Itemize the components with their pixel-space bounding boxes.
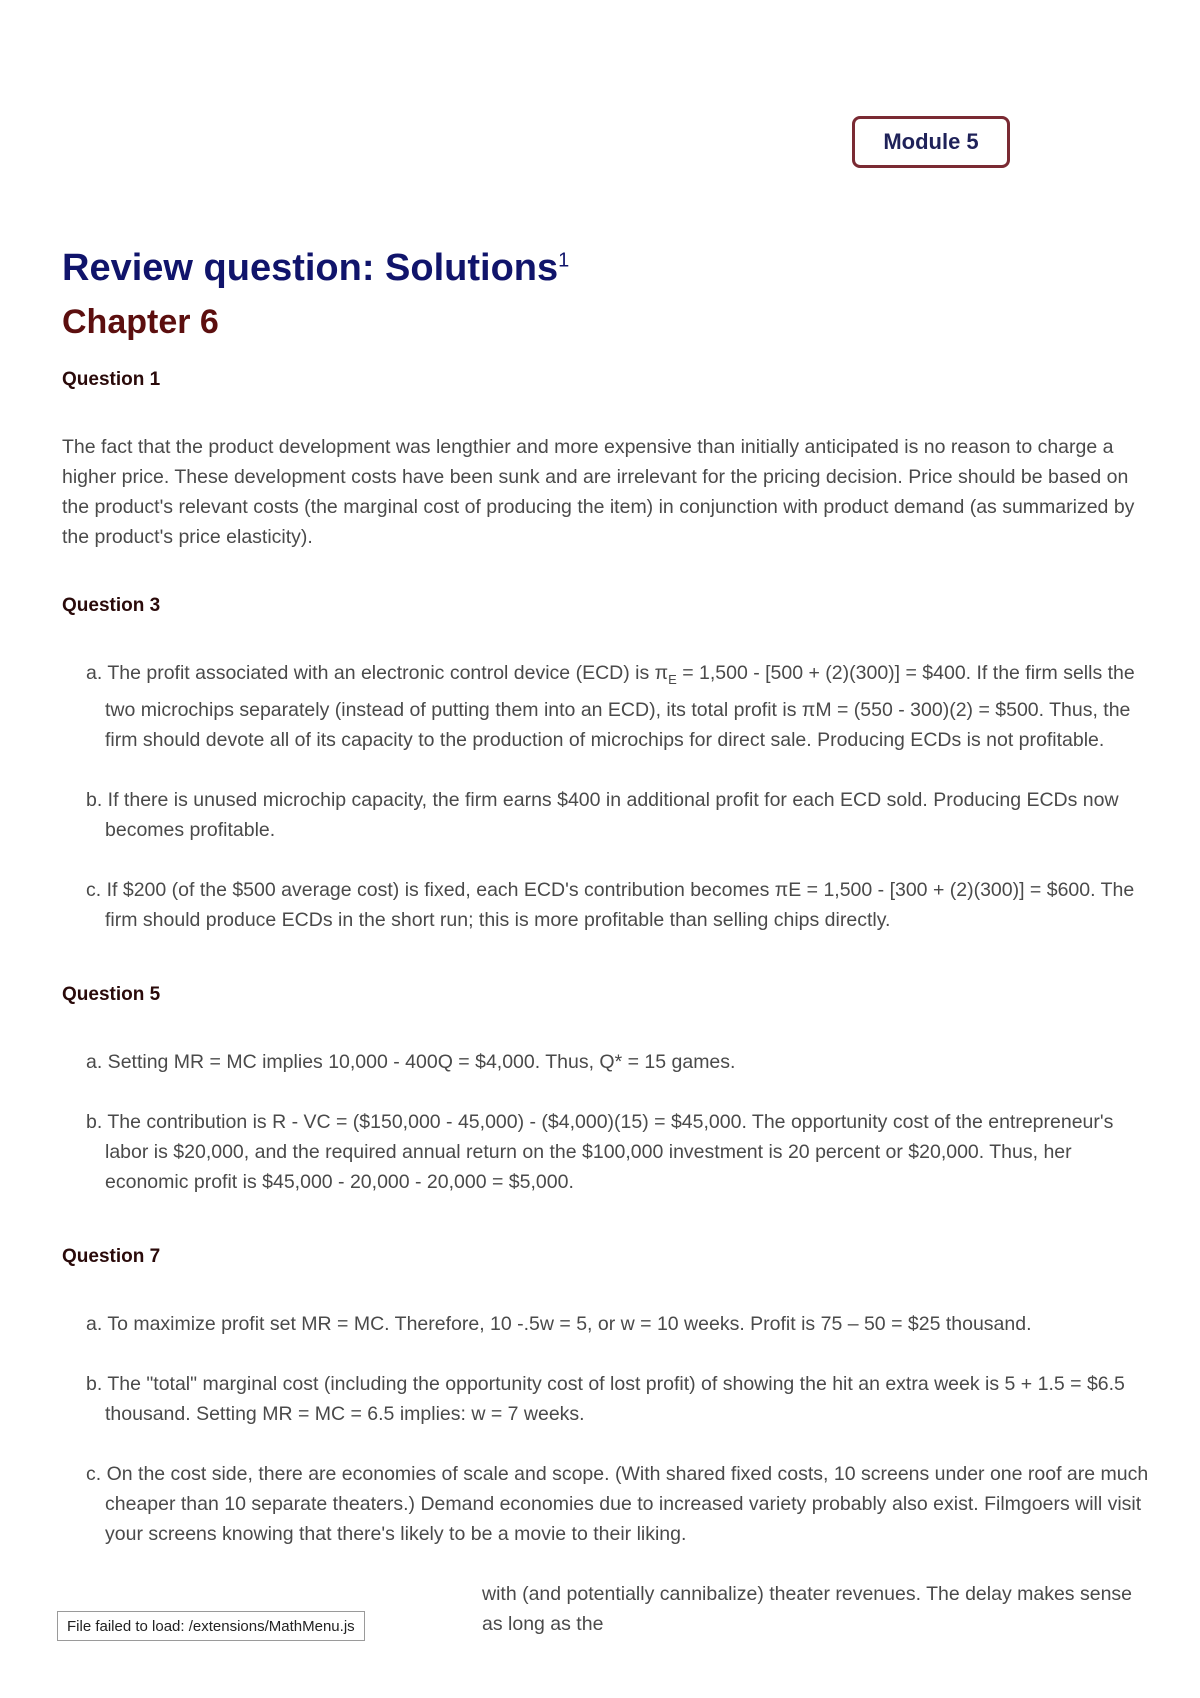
question-5-answers: [62, 1047, 1152, 1197]
answer-letter: a.: [86, 662, 103, 684]
title-footnote-link[interactable]: 1: [558, 249, 570, 272]
question-7-answer-a: a. To maximize profit set MR = MC. Therefore, 10 -.5w = 5, or w = 10 weeks. Profit is 75 – 50 = $25 thousand.: [86, 1312, 1032, 1335]
answer-letter: a.: [86, 1312, 103, 1335]
question-1-answer: The fact that the product development was lengthier and more expensive than initially anticipated is no reason to charge a higher price. These development costs have been sunk and are irrelevant for the pricing decision. Price should be based on the product's relevant costs (the marginal cost of producing the item) in conjunction with product demand (as summarized by the product's price elasticity).: [62, 436, 1135, 548]
question-3-answers: [62, 658, 1152, 935]
question-7-heading: Question 7: [62, 1245, 161, 1267]
answer-letter: b.: [86, 788, 103, 811]
question-7-answers: [62, 1309, 1152, 1639]
mathjax-status-message: File failed to load: /extensions/MathMenu.js: [57, 1611, 365, 1641]
question-7-answer-d-partial: with (and potentially cannibalize) theater revenues. The delay makes sense as long as the: [482, 1582, 1133, 1635]
question-5-answer-b: b. The contribution is R - VC = ($150,000 - 45,000) - ($4,000)(15) = $45,000. The opportunity cost of the entrepreneur's labor is $20,000, and the required annual return on the $100,000 investment is 20 percent or $20,000. Thus, her economic profit is $45,000 - 20,000 - 20,000 = $5,000.: [86, 1110, 1114, 1193]
title-text: Review question: Solutions: [62, 247, 559, 289]
solutions-content: [62, 366, 1152, 1639]
question-5-heading: Question 5: [62, 983, 161, 1005]
question-7-answer-c: c. On the cost side, there are economies of scale and scope. (With shared fixed costs, 10 screens under one roof are much cheaper than 10 separate theaters.) Demand economies due to increased variety probably also exist. Filmgoers will visit your screens knowing that there's likely to be a movie to their liking.: [86, 1462, 1149, 1545]
question-5-answer-a: a. Setting MR = MC implies 10,000 - 400Q = $4,000. Thus, Q* = 15 games.: [86, 1050, 736, 1073]
question-1-heading: Question 1: [62, 369, 161, 390]
answer-letter: b.: [86, 1110, 103, 1133]
question-3-answer-b: b. If there is unused microchip capacity, the firm earns $400 in additional profit for each ECD sold. Producing ECDs now becomes profitable.: [86, 788, 1119, 841]
answer-letter: a.: [86, 1050, 103, 1073]
answer-letter: b.: [86, 1372, 103, 1395]
answer-letter: c.: [86, 1462, 102, 1485]
chapter-heading: Chapter 6: [62, 303, 219, 341]
question-3-heading: Question 3: [62, 595, 161, 616]
answer-letter: c.: [86, 878, 102, 901]
question-3-answer-c: c. If $200 (of the $500 average cost) is fixed, each ECD's contribution becomes πE = 1,500 - [300 + (2)(300)] = $600. The firm should produce ECDs in the short run; this is more profitable than selling chips directly.: [86, 878, 1135, 931]
module-badge: Module 5: [852, 116, 1010, 168]
question-7-answer-b: b. The "total" marginal cost (including the opportunity cost of lost profit) of showing the hit an extra week is 5 + 1.5 = $6.5 thousand. Setting MR = MC = 6.5 implies: w = 7 weeks.: [86, 1372, 1125, 1425]
page-title: [62, 248, 569, 290]
question-3-answer-a: a. The profit associated with an electronic control device (ECD) is $\pi_E = 1,500 - [500 + (2)(300)]$ = $400. If the firm sells the two microchips separately (instead of putting them into an ECD), its total profit is πM = (550 - 300)(2) = $500. Thus, the firm should devote all of its capacity to the production of microchips for direct sale. Producing ECDs is not profitable.: [86, 662, 1135, 751]
pi-subscript: E: [668, 671, 677, 687]
